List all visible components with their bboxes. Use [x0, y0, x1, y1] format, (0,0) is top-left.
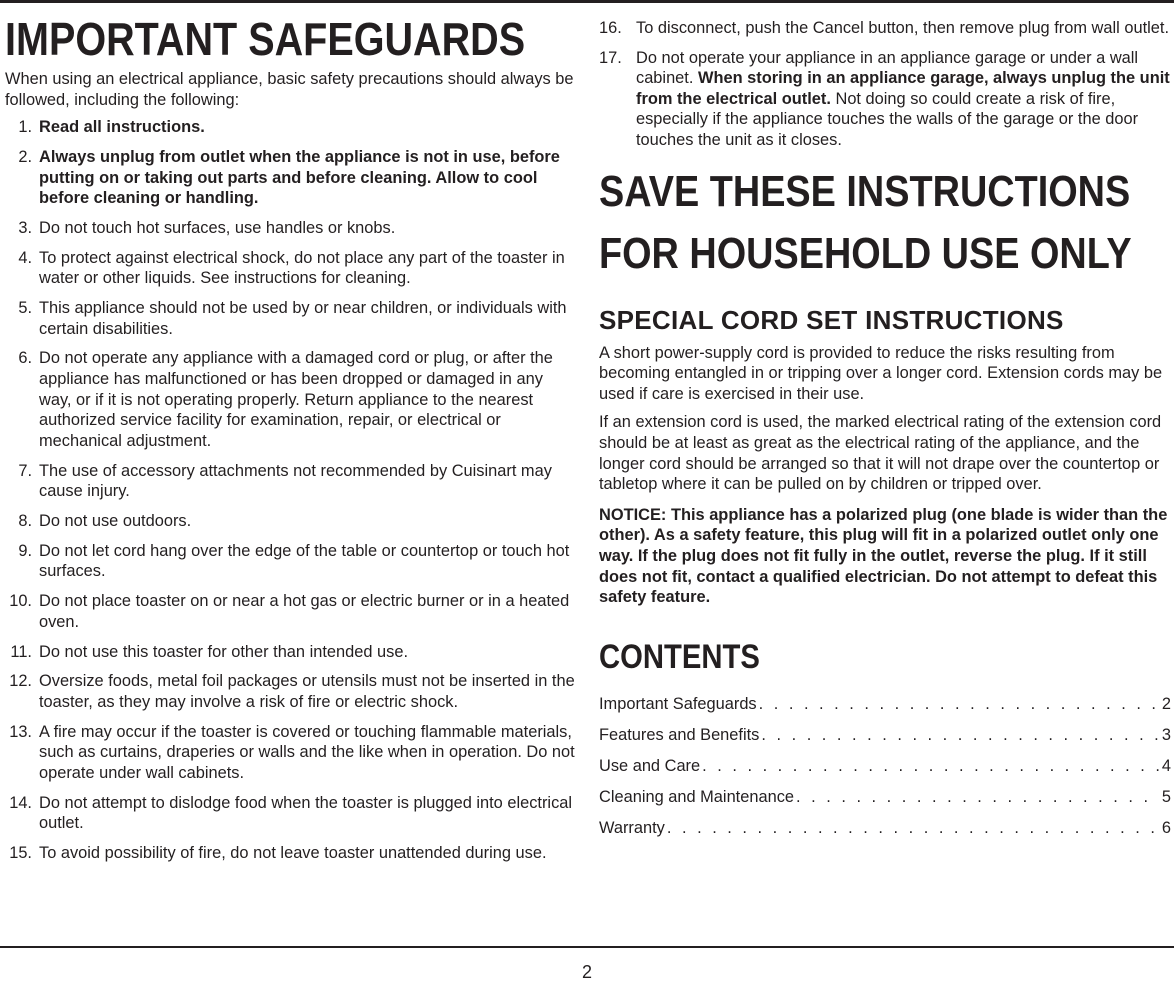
- item-text: This appliance should not be used by or near children, or individuals with certain disabilities.: [39, 299, 567, 338]
- toc-page: 3: [1161, 725, 1171, 744]
- save-instructions-heading: SAVE THESE INSTRUCTIONS: [599, 166, 1131, 216]
- toc-leader-dots: [761, 725, 1160, 745]
- toc-label: Warranty: [599, 818, 665, 837]
- list-item: [5, 671, 577, 712]
- contents-title: CONTENTS: [599, 637, 760, 676]
- list-item: [5, 511, 577, 532]
- list-item: [5, 298, 577, 339]
- left-column: [5, 15, 577, 873]
- toc-page: 2: [1161, 694, 1171, 713]
- toc-entry: [599, 787, 1171, 807]
- bottom-rule: [0, 946, 1174, 948]
- toc-label: Features and Benefits: [599, 725, 760, 744]
- list-item: [5, 461, 577, 502]
- list-item: [599, 48, 1171, 151]
- item-text: Do not place toaster on or near a hot gas or electric burner or in a heated oven.: [39, 592, 570, 631]
- item-text: A fire may occur if the toaster is covered or touching flammable materials, such as curtains, draperies or walls and the like when in operation. Do not operate under wall cabinets.: [39, 722, 575, 782]
- toc-leader-dots: [759, 694, 1160, 714]
- item-number: 8.: [18, 512, 32, 530]
- item-number: 4.: [18, 248, 32, 267]
- item-number: 14.: [9, 793, 32, 812]
- item-number: 7.: [18, 461, 32, 480]
- right-column: [599, 18, 1171, 849]
- notice-label: NOTICE:: [599, 505, 667, 524]
- list-item: [5, 248, 577, 289]
- page-number: 2: [581, 962, 592, 982]
- item-number: 2.: [18, 147, 32, 166]
- safeguards-intro: When using an electrical appliance, basic safety precautions should always be followed, including the following:: [5, 70, 574, 109]
- toc-page: 5: [1161, 787, 1171, 806]
- list-item: [5, 722, 577, 784]
- item-number: 11.: [10, 642, 32, 661]
- toc-label: Important Safeguards: [599, 694, 757, 713]
- toc-page: 6: [1161, 818, 1171, 837]
- safeguards-title: IMPORTANT SAFEGUARDS: [5, 13, 526, 65]
- item-number: 6.: [18, 349, 32, 368]
- item-number: 17.: [599, 48, 622, 67]
- item-number: 12.: [9, 672, 32, 691]
- toc-label: Cleaning and Maintenance: [599, 787, 795, 806]
- list-item: [5, 793, 577, 834]
- toc-entry: [599, 694, 1171, 714]
- item-text: Do not touch hot surfaces, use handles or knobs.: [39, 218, 396, 237]
- item-number: 3.: [18, 218, 32, 237]
- list-item: [599, 18, 1171, 39]
- item-number: 1.: [18, 118, 32, 137]
- toc-leader-dots: [667, 818, 1160, 838]
- safeguards-list-continued: [599, 18, 1171, 151]
- household-use-heading: FOR HOUSEHOLD USE ONLY: [599, 228, 1132, 278]
- safeguards-list: [5, 117, 577, 863]
- item-text-after: Not doing so could create a risk of fire, especially if the appliance touches the walls of the garage or the door touches the unit as it closes.: [636, 89, 1139, 149]
- list-item: [5, 541, 577, 582]
- item-number: 5.: [18, 299, 32, 318]
- list-item: [5, 843, 577, 864]
- toc-leader-dots: [796, 787, 1160, 807]
- toc-leader-dots: [702, 756, 1160, 776]
- list-item: [5, 147, 577, 209]
- item-bold-text: When storing in an appliance garage, always unplug the unit from the electrical outlet.: [636, 69, 1170, 108]
- notice-paragraph: [599, 505, 1171, 608]
- list-item: [5, 117, 577, 138]
- item-number: 15.: [9, 844, 32, 863]
- item-number: 10.: [9, 592, 32, 611]
- item-text: Do not operate your appliance in an appliance garage or under a wall cabinet.: [636, 48, 1139, 88]
- item-text: Do not operate any appliance with a damaged cord or plug, or after the appliance has malfunctioned or has been dropped or damaged in any way, or if it is not operating properly. Return appliance to the nearest authorized service facility for examination, repair, or electrical or mechanical adjustment.: [39, 349, 553, 450]
- toc-label: Use and Care: [599, 756, 701, 775]
- item-number: 9.: [18, 541, 32, 560]
- item-number: 13.: [9, 722, 32, 741]
- item-text: The use of accessory attachments not recommended by Cuisinart may cause injury.: [39, 461, 552, 501]
- item-text: To avoid possibility of fire, do not leave toaster unattended during use.: [39, 844, 547, 863]
- item-text: Do not attempt to dislodge food when the toaster is plugged into electrical outlet.: [39, 793, 573, 833]
- item-bold-text: Always unplug from outlet when the appliance is not in use, before putting on or taking out parts and before cleaning. Allow to cool before cleaning or handling.: [39, 147, 560, 208]
- list-item: [5, 348, 577, 451]
- list-item: [5, 591, 577, 632]
- list-item: [5, 218, 577, 239]
- item-text: Do not use outdoors.: [39, 512, 192, 530]
- item-text: To protect against electrical shock, do not place any part of the toaster in water or other liquids. See instructions for cleaning.: [39, 248, 565, 288]
- toc-entry: [599, 756, 1171, 776]
- item-text: To disconnect, push the Cancel button, then remove plug from wall outlet.: [636, 19, 1169, 37]
- table-of-contents: [599, 694, 1171, 838]
- toc-entry: [599, 725, 1171, 745]
- item-text: Do not let cord hang over the edge of the table or countertop or touch hot surfaces.: [39, 541, 570, 581]
- cord-paragraph-2: If an extension cord is used, the marked electrical rating of the extension cord should be at least as great as the electrical rating of the appliance, and the longer cord should be arranged so that it will not drape over the countertop or tabletop where it can be pulled on by children or tripped over.: [599, 413, 1162, 494]
- item-text: Do not use this toaster for other than intended use.: [39, 642, 409, 661]
- top-rule: [0, 0, 1174, 3]
- item-number: 16.: [599, 19, 622, 37]
- item-text: Oversize foods, metal foil packages or utensils must not be inserted in the toaster, as they may involve a risk of fire or electric shock.: [39, 672, 575, 711]
- item-bold-text: Read all instructions.: [39, 118, 205, 137]
- cord-set-title: SPECIAL CORD SET INSTRUCTIONS: [599, 304, 1064, 335]
- notice-text: This appliance has a polarized plug (one blade is wider than the other). As a safety feature, this plug will fit in a polarized outlet only one way. If the plug does not fit fully in the outlet, reverse the plug. If it still does not fit, contact a qualified electrician. Do not attempt to defeat this safety feature.: [599, 505, 1168, 607]
- cord-paragraph-1: A short power-supply cord is provided to reduce the risks resulting from becoming entangled in or tripping over a longer cord. Extension cords may be used if care is exercised in their use.: [599, 343, 1163, 403]
- list-item: [5, 642, 577, 663]
- toc-entry: [599, 818, 1171, 838]
- toc-page: 4: [1161, 756, 1171, 775]
